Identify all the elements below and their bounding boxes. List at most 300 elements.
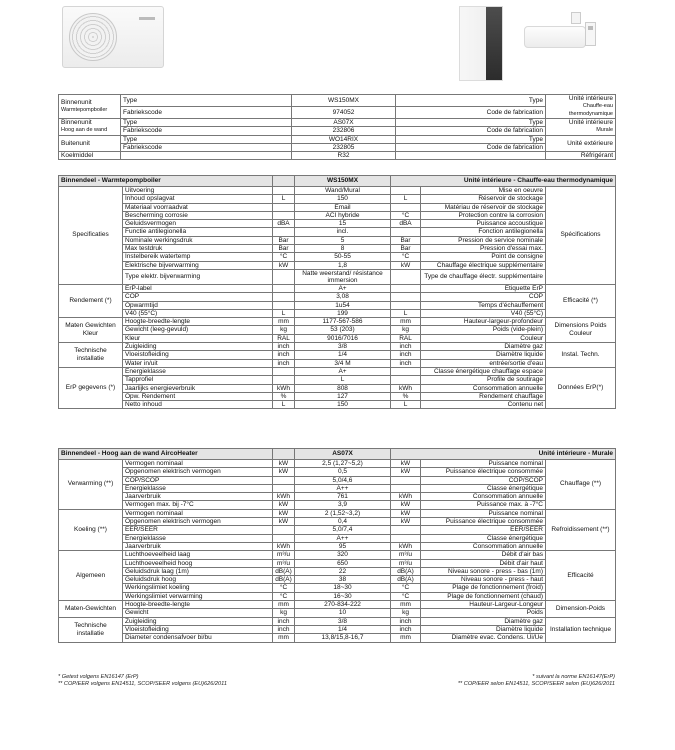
- table-row: [59, 634, 616, 642]
- group-label: Binnenunit Warmtepompboiler: [59, 95, 121, 119]
- label-fr: Niveau sonore - press - bas (1m): [421, 567, 546, 575]
- label-nl: Werkingslimiet verwarming: [123, 592, 273, 600]
- value: 16~30: [295, 592, 391, 600]
- unit-fr: Bar: [391, 245, 421, 253]
- unit: L: [273, 401, 295, 409]
- value: 3/4 M: [295, 359, 391, 367]
- label-nl: Vermogen nominaal: [123, 460, 273, 468]
- value: 5: [295, 236, 391, 244]
- label-nl: Geluidsdruk laag (1m): [123, 567, 273, 575]
- label-fr: EER/SEER: [421, 526, 546, 534]
- label-fr: Consommation annuelle: [421, 384, 546, 392]
- unit: kW: [273, 509, 295, 517]
- unit: [273, 211, 295, 219]
- value: 18~30: [295, 584, 391, 592]
- label-fr: [396, 152, 546, 160]
- footnote: * suivant la norme EN16147(ErP): [532, 674, 615, 680]
- table-row: [59, 261, 616, 269]
- table-row: [59, 609, 616, 617]
- unit-fr: °C: [391, 592, 421, 600]
- group-label-fr: Unité intérieure Murale: [546, 119, 616, 136]
- label-fr: Hauteur-Largeur-Longeur: [421, 601, 546, 609]
- label-fr: COP/SCOP: [421, 476, 546, 484]
- unit: °C: [273, 584, 295, 592]
- label-nl: Kleur: [123, 334, 273, 342]
- unit: [273, 526, 295, 534]
- label-fr: Chauffage électrique supplémentaire: [421, 261, 546, 269]
- value: 50-55: [295, 253, 391, 261]
- unit-fr: m³/u: [391, 551, 421, 559]
- value: ACI hybride: [295, 211, 391, 219]
- label-fr: Code de fabrication: [396, 143, 546, 151]
- value: 13,8/15,8-16,7: [295, 634, 391, 642]
- value: 53 (203): [295, 326, 391, 334]
- unit-fr: [391, 526, 421, 534]
- label-fr: Réservoir de stockage: [421, 195, 546, 203]
- unit-fr: [391, 484, 421, 492]
- value: 15: [295, 220, 391, 228]
- unit-fr: dB(A): [391, 576, 421, 584]
- unit: kg: [273, 326, 295, 334]
- unit: inch: [273, 617, 295, 625]
- group-label-fr: Données ErP(*): [546, 367, 616, 408]
- table-row: [59, 509, 616, 517]
- table-row: [59, 152, 616, 160]
- label-nl: Inhoud opslagvat: [123, 195, 273, 203]
- value: 974052: [292, 107, 396, 119]
- label-fr: Débit d'air haut: [421, 559, 546, 567]
- value: A+: [295, 367, 391, 375]
- unit: [273, 187, 295, 195]
- value: 1,8: [295, 261, 391, 269]
- table-row: [59, 228, 616, 236]
- wall-unit-spec-table: [58, 448, 616, 643]
- unit: kW: [273, 460, 295, 468]
- label-nl: Luchthoeveelheid laag: [123, 551, 273, 559]
- value: 3,9: [295, 501, 391, 509]
- group-label-fr: Dimension-Poids: [546, 601, 616, 618]
- unit-fr: [391, 301, 421, 309]
- label-nl: Luchthoeveelheid hoog: [123, 559, 273, 567]
- unit-fr: [391, 376, 421, 384]
- table-row: [59, 518, 616, 526]
- brand-logo: [139, 17, 155, 20]
- value: 2 (1,52~3,2): [295, 509, 391, 517]
- table-row: [59, 376, 616, 384]
- value: 150: [295, 195, 391, 203]
- unit-fr: [391, 269, 421, 284]
- unit: dBA: [273, 220, 295, 228]
- value: 95: [295, 542, 391, 550]
- unit: [273, 284, 295, 292]
- label-nl: Energieklasse: [123, 484, 273, 492]
- unit-fr: inch: [391, 617, 421, 625]
- table-row: [59, 334, 616, 342]
- table-row: [59, 567, 616, 575]
- unit-fr: °C: [391, 253, 421, 261]
- group-label-fr: Chauffage (**): [546, 460, 616, 510]
- value: A++: [295, 534, 391, 542]
- group-label-fr: Unité extérieure: [546, 135, 616, 152]
- label-nl: Materiaal voorraadvat: [123, 203, 273, 211]
- remote-control-image: [585, 22, 596, 46]
- remote-screen: [588, 26, 593, 30]
- label-fr: Fonction antilegionella: [421, 228, 546, 236]
- unit-fr: dBA: [391, 220, 421, 228]
- table-header: [59, 449, 616, 460]
- section-title-nl: Binnendeel - Warmtepompboiler: [59, 176, 273, 187]
- section-title-fr: Unité intérieure - Chauffe-eau thermodynamique: [391, 176, 616, 187]
- value: 150: [295, 401, 391, 409]
- label-nl: Vloeistofleiding: [123, 625, 273, 633]
- label-fr: Puissance nominal: [421, 509, 546, 517]
- table-row: [59, 460, 616, 468]
- unit: kWh: [273, 542, 295, 550]
- group-label-fr: Efficacité (*): [546, 284, 616, 317]
- unit: [273, 228, 295, 236]
- label-nl: Werkingslimiet koeling: [123, 584, 273, 592]
- group-label-fr: Réfrigérant: [546, 152, 616, 160]
- boiler-spec-table: [58, 175, 616, 409]
- label-nl: Water in/uit: [123, 359, 273, 367]
- unit-fr: inch: [391, 625, 421, 633]
- section-title-fr: Unité intérieure - Murale: [391, 449, 616, 460]
- label-nl: Tapprofiel: [123, 376, 273, 384]
- model-name: WS150MX: [295, 176, 391, 187]
- unit: m³/u: [273, 551, 295, 559]
- unit-fr: [391, 203, 421, 211]
- label-fr: Contenu net: [421, 401, 546, 409]
- value: 22: [295, 567, 391, 575]
- unit-fr: inch: [391, 351, 421, 359]
- label-fr: Diamètre liquide: [421, 351, 546, 359]
- label-fr: V40 (55°C): [421, 309, 546, 317]
- label-nl: EER/SEER: [123, 526, 273, 534]
- unit-fr: L: [391, 195, 421, 203]
- group-label: Specificaties: [59, 187, 123, 285]
- label-fr: COP: [421, 293, 546, 301]
- unit: kW: [273, 518, 295, 526]
- unit-fr: [391, 534, 421, 542]
- label-fr: Débit d'air bas: [421, 551, 546, 559]
- label-nl: ErP-label: [123, 284, 273, 292]
- value: R32: [292, 152, 396, 160]
- table-row: [59, 476, 616, 484]
- table-row: [59, 95, 616, 107]
- label-fr: Couleur: [421, 334, 546, 342]
- label-fr: Puissance nominal: [421, 460, 546, 468]
- footnotes-fr: [458, 674, 615, 688]
- label-nl: Diameter condensafvoer bi/bu: [123, 634, 273, 642]
- label-fr: Poids: [421, 609, 546, 617]
- table-row: [59, 107, 616, 119]
- unit: m³/u: [273, 559, 295, 567]
- table-row: [59, 384, 616, 392]
- table-row: [59, 501, 616, 509]
- group-label: ErP gegevens (*): [59, 367, 123, 408]
- label-nl: Fabriekscode: [121, 127, 292, 135]
- label-nl: Hoogte-breedte-lengte: [123, 318, 273, 326]
- unit-fr: Bar: [391, 236, 421, 244]
- table-row: [59, 526, 616, 534]
- value: 232805: [292, 143, 396, 151]
- group-label-fr: Dimensions Poids Couleur: [546, 318, 616, 343]
- label-nl: COP: [123, 293, 273, 301]
- unit-fr: kg: [391, 326, 421, 334]
- table-row: [59, 211, 616, 219]
- value: 127: [295, 392, 391, 400]
- footnote: ** COP/EER volgens EN14511, SCOP/SEER volgens (EU)626/2011: [58, 681, 227, 687]
- unit: kW: [273, 501, 295, 509]
- table-row: [59, 301, 616, 309]
- label-fr: Code de fabrication: [396, 127, 546, 135]
- unit-fr: L: [391, 309, 421, 317]
- label-fr: Puissance accoustique: [421, 220, 546, 228]
- unit: [273, 534, 295, 542]
- table-row: [59, 551, 616, 559]
- unit-fr: [391, 187, 421, 195]
- label-nl: Bescherming corrosie: [123, 211, 273, 219]
- value: WS150MX: [292, 95, 396, 107]
- value: 3/8: [295, 617, 391, 625]
- label-fr: Pression de service nominale: [421, 236, 546, 244]
- unit-fr: mm: [391, 318, 421, 326]
- table-row: [59, 359, 616, 367]
- label-fr: Protection contre la corrosion: [421, 211, 546, 219]
- group-label-fr: Efficacité: [546, 551, 616, 601]
- controller-image: [571, 12, 581, 24]
- label-nl: Netto inhoud: [123, 401, 273, 409]
- table-row: [59, 367, 616, 375]
- label-fr: Hauteur-largeur-profondeur: [421, 318, 546, 326]
- label-fr: Plage de fonctionnement (chaud): [421, 592, 546, 600]
- header-spacer: [273, 449, 295, 460]
- label-nl: Functie antilegionella: [123, 228, 273, 236]
- label-nl: COP/SCOP: [123, 476, 273, 484]
- group-label-fr: Installation technique: [546, 617, 616, 642]
- value: Natte weerstand/ résistance immersion: [295, 269, 391, 284]
- unit-fr: °C: [391, 584, 421, 592]
- table-row: [59, 493, 616, 501]
- label-fr: Classe énergétique chauffage espace: [421, 367, 546, 375]
- unit: [273, 293, 295, 301]
- label-nl: Jaarverbruik: [123, 542, 273, 550]
- group-label: Maten-Gewichten: [59, 601, 123, 618]
- unit-fr: mm: [391, 601, 421, 609]
- table-row: [59, 143, 616, 151]
- unit-fr: kW: [391, 501, 421, 509]
- label-fr: Pression d'essai max.: [421, 245, 546, 253]
- label-nl: [121, 152, 292, 160]
- label-fr: Mise en oeuvre: [421, 187, 546, 195]
- table-row: [59, 293, 616, 301]
- unit: [273, 484, 295, 492]
- value: 1/4: [295, 351, 391, 359]
- label-fr: Temps d'échauffement: [421, 301, 546, 309]
- unit-fr: kW: [391, 468, 421, 476]
- label-fr: entrée/sortie d'eau: [421, 359, 546, 367]
- label-fr: Type: [396, 119, 546, 127]
- label-fr: Poids (vide-plein): [421, 326, 546, 334]
- label-fr: Classe énergétique: [421, 484, 546, 492]
- unit-fr: kWh: [391, 542, 421, 550]
- label-nl: Type: [121, 135, 292, 143]
- label-nl: Instelbereik watertemp: [123, 253, 273, 261]
- value: 10: [295, 609, 391, 617]
- table-row: [59, 318, 616, 326]
- table-row: [59, 203, 616, 211]
- label-nl: Opwarmtijd: [123, 301, 273, 309]
- header-spacer: [273, 176, 295, 187]
- model-name: AS07X: [295, 449, 391, 460]
- value: Wand/Mural: [295, 187, 391, 195]
- group-label: Algemeen: [59, 551, 123, 601]
- label-fr: Puissance électrique consommée: [421, 518, 546, 526]
- footnotes-nl: [58, 674, 227, 688]
- unit: Bar: [273, 236, 295, 244]
- unit: kW: [273, 468, 295, 476]
- unit: [273, 203, 295, 211]
- unit: [273, 269, 295, 284]
- group-label: Technische installatie: [59, 343, 123, 368]
- label-nl: Opgenomen elektrisch vermogen: [123, 468, 273, 476]
- table-row: [59, 195, 616, 203]
- table-row: [59, 584, 616, 592]
- unit: [273, 367, 295, 375]
- label-fr: Puissance électrique consommée: [421, 468, 546, 476]
- unit-fr: [391, 293, 421, 301]
- table-row: [59, 269, 616, 284]
- label-nl: V40 (55°C): [123, 309, 273, 317]
- label-nl: Zuigleiding: [123, 343, 273, 351]
- table-row: [59, 187, 616, 195]
- group-label: Koeling (**): [59, 509, 123, 550]
- table-row: [59, 343, 616, 351]
- value: 3,08: [295, 293, 391, 301]
- unit-fr: kW: [391, 509, 421, 517]
- value: 1/4: [295, 625, 391, 633]
- value: 38: [295, 576, 391, 584]
- label-fr: Classe énergétique: [421, 534, 546, 542]
- table-header: [59, 176, 616, 187]
- value: 8: [295, 245, 391, 253]
- unit-fr: RAL: [391, 334, 421, 342]
- unit: L: [273, 195, 295, 203]
- group-label: Technische installatie: [59, 617, 123, 642]
- footnote: ** COP/EER selon EN14511, SCOP/SEER selon (EU)626/2011: [457, 681, 615, 687]
- value: 270-834-222: [295, 601, 391, 609]
- product-images: [0, 0, 675, 90]
- table-row: [59, 601, 616, 609]
- unit-fr: [391, 284, 421, 292]
- label-nl: Energieklasse: [123, 534, 273, 542]
- group-label: Koelmiddel: [59, 152, 121, 160]
- table-row: [59, 245, 616, 253]
- table-row: [59, 542, 616, 550]
- label-fr: Type: [396, 135, 546, 143]
- table-row: [59, 468, 616, 476]
- table-row: [59, 576, 616, 584]
- label-nl: Vermogen nominaal: [123, 509, 273, 517]
- outdoor-unit-image: [62, 6, 164, 68]
- unit-fr: L: [391, 401, 421, 409]
- value: 1u54: [295, 301, 391, 309]
- label-fr: Code de fabrication: [396, 107, 546, 119]
- label-fr: Diamètre gaz: [421, 617, 546, 625]
- value: 650: [295, 559, 391, 567]
- value: 1177-567-586: [295, 318, 391, 326]
- value: L: [295, 376, 391, 384]
- table-row: [59, 127, 616, 135]
- label-fr: Etiquette ErP: [421, 284, 546, 292]
- value: WO14RIX: [292, 135, 396, 143]
- group-label: Rendement (*): [59, 284, 123, 317]
- label-nl: Vloeistofleiding: [123, 351, 273, 359]
- unit: mm: [273, 634, 295, 642]
- label-nl: Max testdruk: [123, 245, 273, 253]
- unit: °C: [273, 592, 295, 600]
- label-fr: Type: [396, 95, 546, 107]
- heat-pump-boiler-image: [459, 6, 503, 81]
- unit: dB(A): [273, 576, 295, 584]
- table-row: [59, 625, 616, 633]
- table-row: [59, 484, 616, 492]
- boiler-dark-panel: [486, 7, 502, 80]
- unit: mm: [273, 601, 295, 609]
- value: 232806: [292, 127, 396, 135]
- table-row: [59, 592, 616, 600]
- unit: inch: [273, 343, 295, 351]
- table-row: [59, 284, 616, 292]
- label-fr: Rendement chauffage: [421, 392, 546, 400]
- label-fr: Plage de fonctionnement (froid): [421, 584, 546, 592]
- group-label-fr: Unité intérieure Chauffe-eau thermodynamique: [546, 95, 616, 119]
- label-nl: Jaarlijks energieverbruik: [123, 384, 273, 392]
- unit: inch: [273, 351, 295, 359]
- unit-fr: inch: [391, 343, 421, 351]
- unit: %: [273, 392, 295, 400]
- value: A++: [295, 484, 391, 492]
- unit: dB(A): [273, 567, 295, 575]
- table-row: [59, 534, 616, 542]
- label-fr: Profile de soutirage: [421, 376, 546, 384]
- label-nl: Fabriekscode: [121, 143, 292, 151]
- group-label: Binnenunit Hoog aan de wand: [59, 119, 121, 136]
- group-label: Verwarming (**): [59, 460, 123, 510]
- unit-fr: m³/u: [391, 559, 421, 567]
- group-label: Buitenunit: [59, 135, 121, 152]
- value: 0,5: [295, 468, 391, 476]
- value: 761: [295, 493, 391, 501]
- table-row: [59, 559, 616, 567]
- unit-fr: kW: [391, 261, 421, 269]
- label-fr: Niveau sonore - press - haut: [421, 576, 546, 584]
- table-row: [59, 236, 616, 244]
- unit-fr: kWh: [391, 493, 421, 501]
- table-row: [59, 392, 616, 400]
- unit: [273, 301, 295, 309]
- wall-unit-image: [524, 26, 586, 48]
- value: 5,0/7,4: [295, 526, 391, 534]
- unit-fr: mm: [391, 634, 421, 642]
- identification-table: [58, 94, 616, 160]
- value: 9016/7016: [295, 334, 391, 342]
- unit-fr: kWh: [391, 384, 421, 392]
- value: 199: [295, 309, 391, 317]
- unit: kW: [273, 261, 295, 269]
- unit: Bar: [273, 245, 295, 253]
- unit-fr: %: [391, 392, 421, 400]
